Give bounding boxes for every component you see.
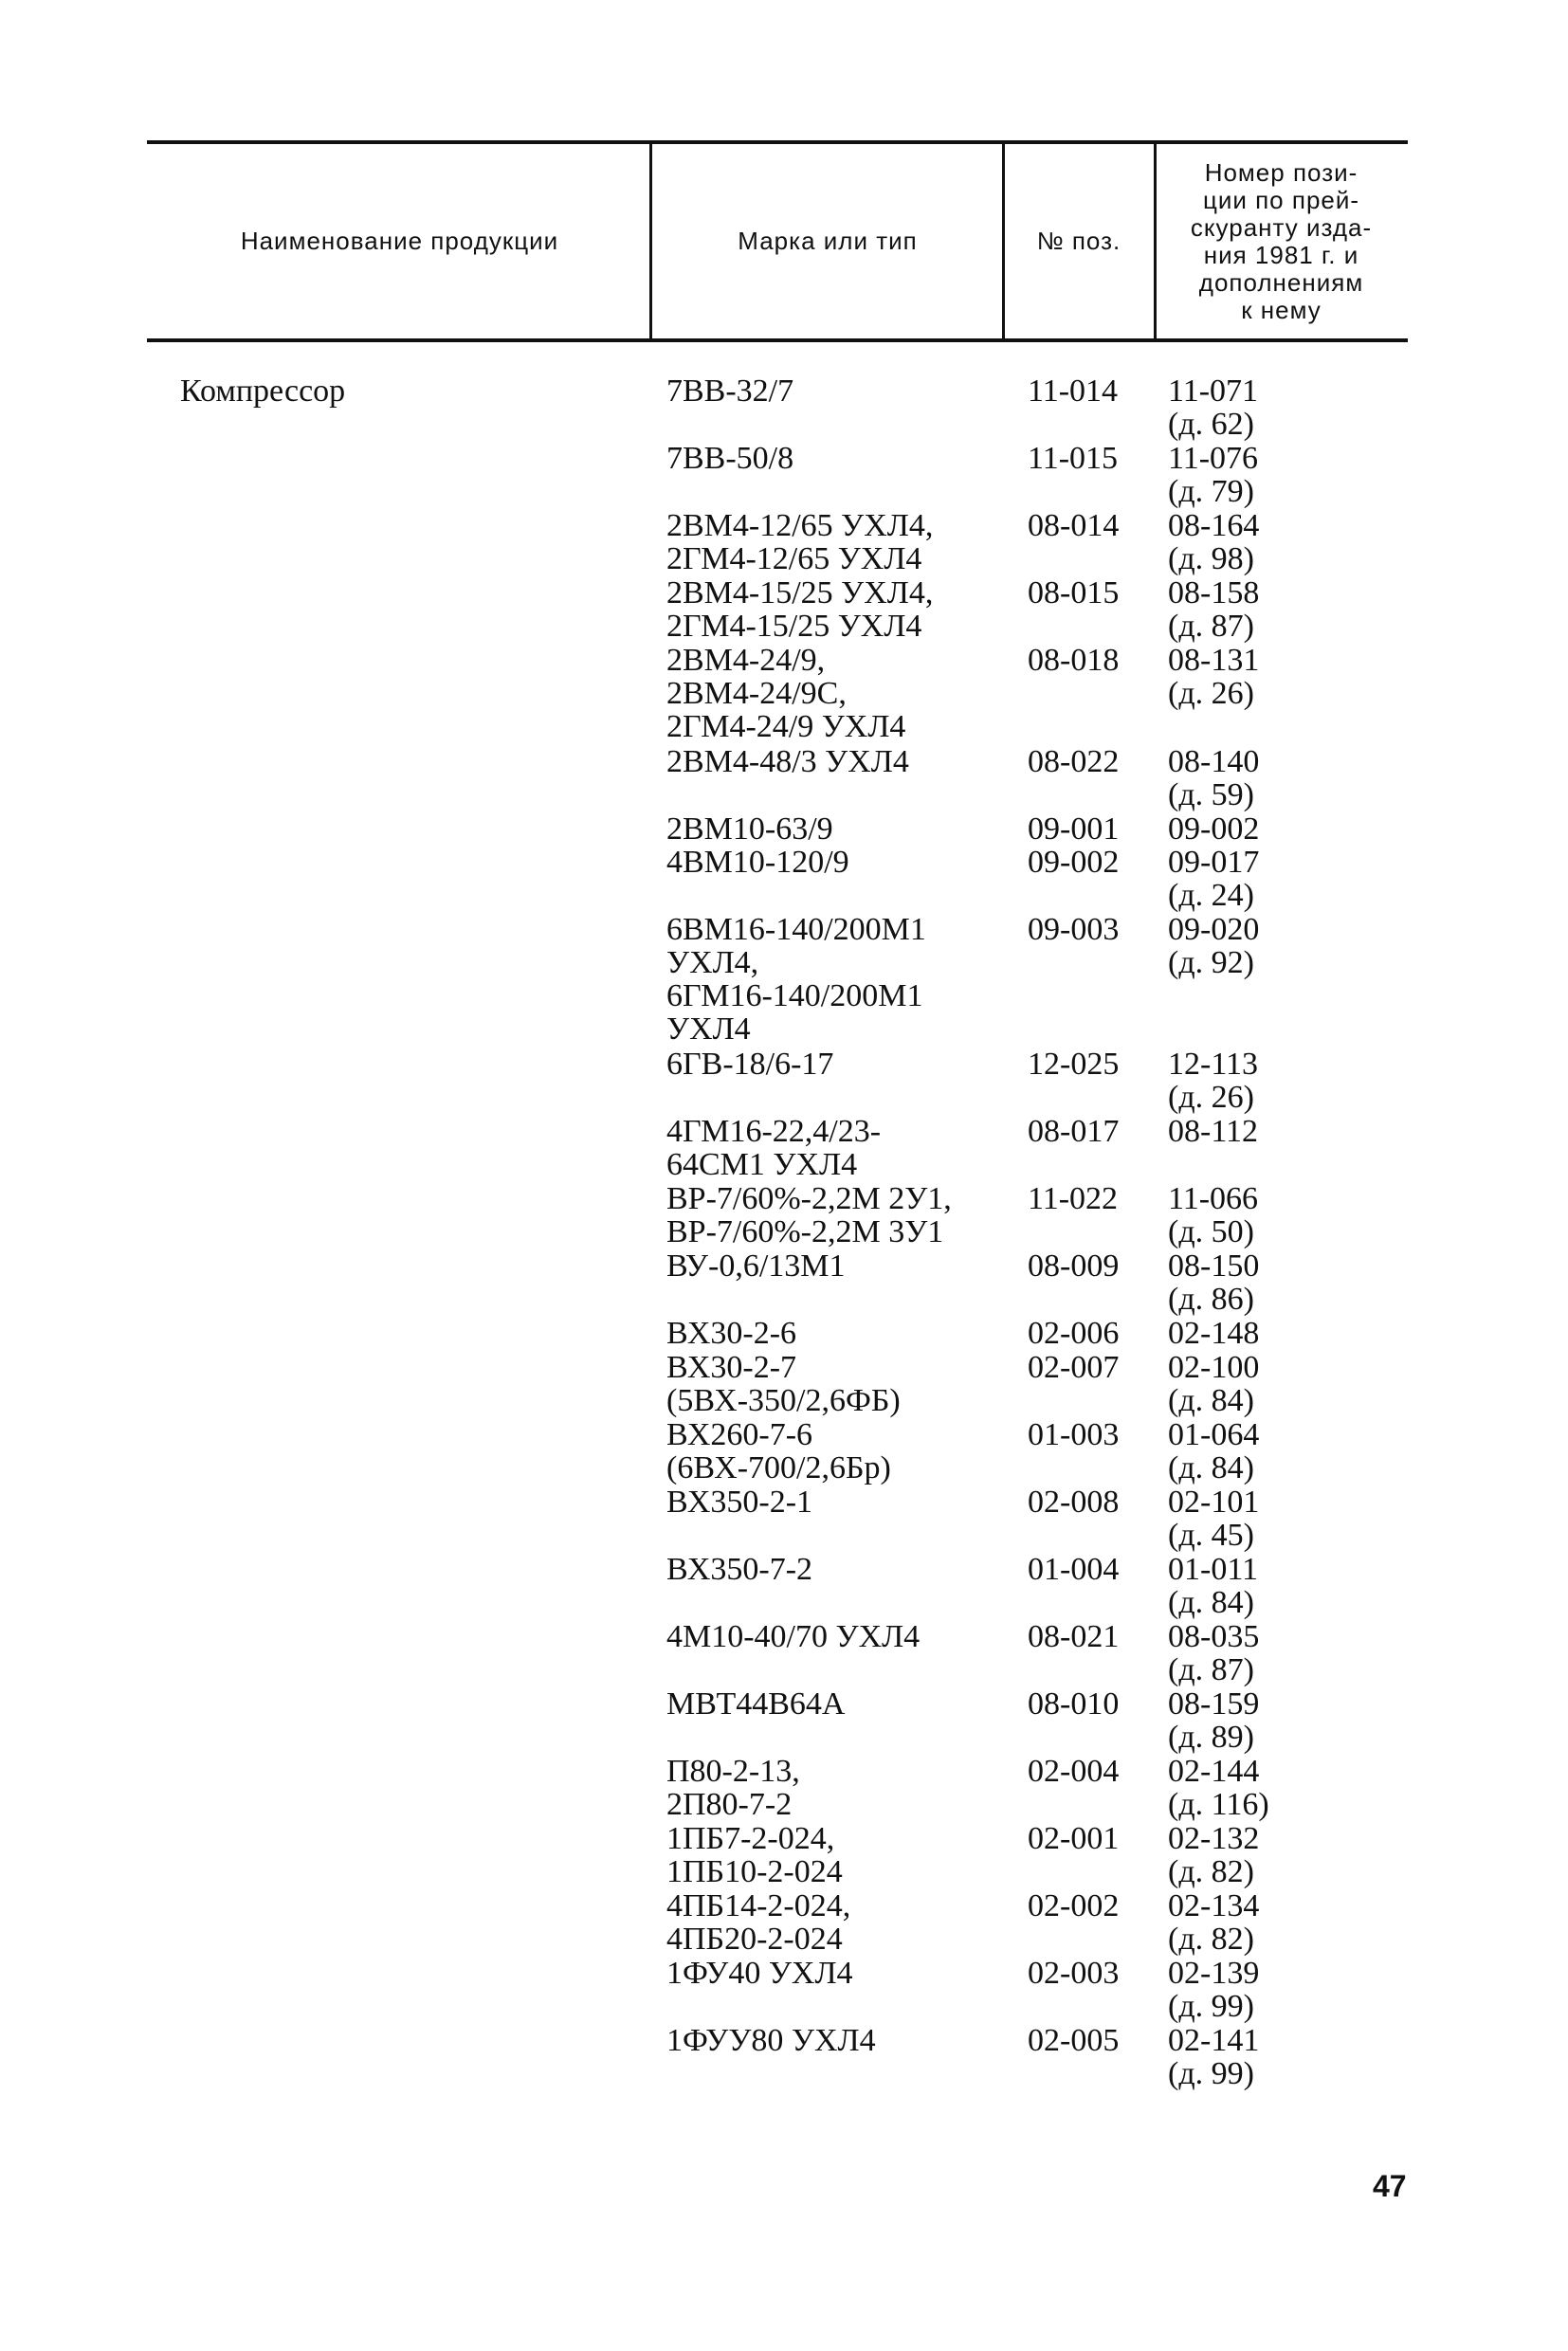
cell-price-list-number: [1168, 1048, 1358, 1114]
cell-mark-line: 6ГМ16-140/200М1: [666, 978, 923, 1013]
cell-num-line: 08-164: [1168, 508, 1260, 543]
cell-mark-line: 2ВМ4-24/9,: [666, 643, 826, 678]
cell-num-line: 01-011: [1168, 1551, 1259, 1587]
cell-mark: [666, 1485, 1017, 1519]
cell-mark: [666, 1553, 1017, 1586]
cell-num-line: (д. 98): [1168, 541, 1254, 576]
cell-mark-line: ВХ30-2-7: [666, 1349, 797, 1385]
cell-price-list-number: [1168, 1485, 1358, 1552]
cell-position: 08-017: [1028, 1114, 1120, 1149]
cell-num-line: (д. 89): [1168, 1719, 1254, 1755]
cell-position: 11-022: [1028, 1181, 1119, 1216]
cell-mark: [666, 1418, 1017, 1485]
cell-num-line: 08-131: [1168, 643, 1260, 678]
cell-num-line: 08-150: [1168, 1248, 1260, 1284]
cell-mark: [666, 1182, 1017, 1248]
cell-mark-line: 4ВМ10-120/9: [666, 845, 849, 880]
cell-mark-line: ВР-7/60%-2,2М 2У1,: [666, 1181, 952, 1216]
cell-mark-line: 4ПБ20-2-024: [666, 1921, 843, 1957]
cell-mark-line: (6ВХ-700/2,6Бр): [666, 1449, 891, 1485]
cell-num-line: (д. 26): [1168, 1080, 1254, 1115]
cell-num-line: (д. 59): [1168, 776, 1254, 812]
cell-mark: [666, 509, 1017, 575]
cell-mark: [666, 1822, 1017, 1888]
cell-mark-line: 1ПБ7-2-024,: [666, 1820, 835, 1856]
cell-mark-line: (5ВХ-350/2,6ФБ): [666, 1382, 901, 1418]
cell-mark: [666, 442, 1017, 475]
cell-num-line: (д. 87): [1168, 1651, 1254, 1687]
cell-position: 11-015: [1028, 441, 1119, 476]
header-position-number: № поз.: [1036, 227, 1121, 255]
cell-num-line: (д. 87): [1168, 609, 1254, 644]
cell-price-list-number: [1168, 1553, 1358, 1619]
cell-num-line: (д. 45): [1168, 1517, 1254, 1553]
cell-position: 02-003: [1028, 1955, 1120, 1991]
header-price-list-number: Номер пози- ции по прей- скуранту изда- ния 1981 г. и дополнениям к нему: [1190, 157, 1373, 324]
cell-num-line: 08-112: [1168, 1114, 1259, 1149]
cell-mark: [666, 846, 1017, 879]
cell-mark-line: 1ФУУ80 УХЛ4: [666, 2022, 876, 2058]
cell-num-line: (д. 116): [1168, 1786, 1269, 1822]
cell-price-list-number: [1168, 1249, 1358, 1316]
cell-num-line: (д. 99): [1168, 1988, 1254, 2024]
page-number: 47: [1373, 2169, 1407, 2203]
cell-num-line: 09-002: [1168, 811, 1260, 847]
cell-mark-line: П80-2-13,: [666, 1753, 800, 1789]
cell-position: 09-003: [1028, 912, 1120, 947]
cell-price-list-number: [1168, 812, 1358, 846]
cell-price-list-number: [1168, 1182, 1358, 1248]
cell-mark: [666, 1957, 1017, 1990]
cell-price-list-number: [1168, 1687, 1358, 1754]
cell-num-line: 02-148: [1168, 1316, 1260, 1351]
cell-position: 08-015: [1028, 575, 1120, 611]
cell-num-line: (д. 84): [1168, 1584, 1254, 1620]
cell-num-line: 08-159: [1168, 1686, 1260, 1722]
cell-mark-line: 6ГВ-18/6-17: [666, 1047, 834, 1082]
cell-num-line: (д. 99): [1168, 2055, 1254, 2091]
cell-mark-line: 2ГМ4-15/25 УХЛ4: [666, 609, 922, 644]
cell-num-line: 12-113: [1168, 1047, 1259, 1082]
cell-position: 08-018: [1028, 643, 1120, 678]
cell-position: 02-006: [1028, 1316, 1120, 1351]
cell-num-line: 02-132: [1168, 1820, 1260, 1856]
cell-position: 02-004: [1028, 1753, 1120, 1789]
cell-mark: [666, 1351, 1017, 1417]
cell-mark: [666, 1317, 1017, 1350]
cell-num-line: (д. 79): [1168, 474, 1254, 509]
cell-num-line: 02-101: [1168, 1484, 1260, 1520]
cell-mark-line: ВР-7/60%-2,2М 3У1: [666, 1214, 944, 1249]
cell-price-list-number: [1168, 1115, 1358, 1148]
cell-mark-line: 4М10-40/70 УХЛ4: [666, 1618, 921, 1654]
cell-mark: [666, 812, 1017, 846]
cell-price-list-number: [1168, 2024, 1358, 2090]
cell-num-line: 01-064: [1168, 1416, 1260, 1452]
cell-position: 08-021: [1028, 1618, 1120, 1654]
cell-mark-line: УХЛ4: [666, 1011, 751, 1047]
cell-mark-line: ВХ350-7-2: [666, 1551, 813, 1587]
cell-mark-line: 4ГМ16-22,4/23-: [666, 1114, 882, 1149]
cell-position: 02-005: [1028, 2022, 1120, 2058]
cell-position: 11-014: [1028, 374, 1119, 409]
cell-mark-line: 2ВМ4-12/65 УХЛ4,: [666, 508, 934, 543]
cell-price-list-number: [1168, 1317, 1358, 1350]
table-header: [147, 140, 1408, 342]
cell-mark: [666, 745, 1017, 778]
header-mark-or-type: Марка или тип: [738, 227, 918, 255]
header-product-name: Наименование продукции: [240, 227, 559, 255]
cell-mark-line: 7ВВ-32/7: [666, 374, 794, 409]
cell-num-line: (д. 62): [1168, 407, 1254, 442]
cell-num-line: 11-076: [1168, 441, 1259, 476]
cell-price-list-number: [1168, 1418, 1358, 1485]
cell-position: 01-004: [1028, 1551, 1120, 1587]
cell-price-list-number: [1168, 745, 1358, 811]
cell-num-line: (д. 24): [1168, 878, 1254, 913]
cell-mark: [666, 644, 1017, 743]
cell-position: 01-003: [1028, 1416, 1120, 1452]
cell-num-line: 09-020: [1168, 912, 1260, 947]
cell-mark: [666, 1048, 1017, 1081]
cell-mark: [666, 1115, 1017, 1181]
product-name: Компрессор: [180, 374, 346, 409]
cell-position: 08-022: [1028, 743, 1120, 779]
cell-mark-line: 4ПБ14-2-024,: [666, 1887, 851, 1923]
cell-price-list-number: [1168, 913, 1358, 979]
cell-mark-line: 1ФУ40 УХЛ4: [666, 1955, 853, 1991]
cell-mark-line: 1ПБ10-2-024: [666, 1853, 843, 1889]
cell-price-list-number: [1168, 442, 1358, 508]
cell-position: 02-008: [1028, 1484, 1120, 1520]
cell-mark: [666, 374, 1017, 408]
cell-num-line: 08-140: [1168, 743, 1260, 779]
cell-price-list-number: [1168, 576, 1358, 643]
cell-mark-line: ВХ260-7-6: [666, 1416, 813, 1452]
cell-num-line: 02-139: [1168, 1955, 1260, 1991]
cell-num-line: (д. 86): [1168, 1282, 1254, 1317]
cell-mark-line: 2ГМ4-12/65 УХЛ4: [666, 541, 922, 576]
cell-num-line: (д. 50): [1168, 1214, 1254, 1249]
cell-num-line: 09-017: [1168, 845, 1260, 880]
cell-price-list-number: [1168, 1822, 1358, 1888]
cell-mark-line: ВУ-0,6/13М1: [666, 1248, 846, 1284]
cell-num-line: 02-100: [1168, 1349, 1260, 1385]
cell-num-line: (д. 92): [1168, 945, 1254, 980]
cell-mark: [666, 1249, 1017, 1283]
cell-mark: [666, 2024, 1017, 2057]
cell-mark-line: 2ВМ4-48/3 УХЛ4: [666, 743, 909, 779]
cell-price-list-number: [1168, 846, 1358, 912]
cell-position: 08-009: [1028, 1248, 1120, 1284]
cell-mark: [666, 1755, 1017, 1821]
cell-mark-line: 2ГМ4-24/9 УХЛ4: [666, 709, 906, 744]
cell-num-line: (д. 26): [1168, 676, 1254, 711]
cell-mark-line: 2ВМ10-63/9: [666, 811, 833, 847]
cell-position: 08-014: [1028, 508, 1120, 543]
cell-price-list-number: [1168, 374, 1358, 441]
cell-num-line: 08-035: [1168, 1618, 1260, 1654]
cell-num-line: 02-134: [1168, 1887, 1260, 1923]
cell-position: 08-010: [1028, 1686, 1120, 1722]
cell-num-line: (д. 84): [1168, 1449, 1254, 1485]
cell-num-line: 11-071: [1168, 374, 1259, 409]
cell-price-list-number: [1168, 1957, 1358, 2023]
cell-price-list-number: [1168, 509, 1358, 575]
cell-mark: [666, 913, 1017, 1046]
cell-num-line: (д. 84): [1168, 1382, 1254, 1418]
cell-mark-line: 6ВМ16-140/200М1: [666, 912, 926, 947]
cell-num-line: 02-141: [1168, 2022, 1260, 2058]
cell-price-list-number: [1168, 1351, 1358, 1417]
cell-num-line: (д. 82): [1168, 1921, 1254, 1957]
cell-mark-line: 2П80-7-2: [666, 1786, 793, 1822]
cell-mark: [666, 576, 1017, 643]
cell-num-line: (д. 82): [1168, 1853, 1254, 1889]
cell-position: 09-002: [1028, 845, 1120, 880]
cell-mark-line: ВХ30-2-6: [666, 1316, 797, 1351]
cell-position: 09-001: [1028, 811, 1120, 847]
cell-position: 02-001: [1028, 1820, 1120, 1856]
cell-position: 12-025: [1028, 1047, 1120, 1082]
cell-price-list-number: [1168, 1889, 1358, 1956]
cell-mark: [666, 1687, 1017, 1721]
cell-num-line: 08-158: [1168, 575, 1260, 611]
cell-mark: [666, 1889, 1017, 1956]
cell-mark: [666, 1620, 1017, 1653]
cell-position: 02-002: [1028, 1887, 1120, 1923]
cell-mark-line: 7ВВ-50/8: [666, 441, 794, 476]
cell-mark-line: УХЛ4,: [666, 945, 759, 980]
cell-num-line: 02-144: [1168, 1753, 1260, 1789]
cell-mark-line: МВТ44В64А: [666, 1686, 846, 1722]
cell-price-list-number: [1168, 1620, 1358, 1686]
cell-mark-line: ВХ350-2-1: [666, 1484, 813, 1520]
cell-price-list-number: [1168, 1755, 1358, 1821]
cell-position: 02-007: [1028, 1349, 1120, 1385]
cell-num-line: 11-066: [1168, 1181, 1259, 1216]
cell-mark-line: 2ВМ4-15/25 УХЛ4,: [666, 575, 934, 611]
cell-price-list-number: [1168, 644, 1358, 710]
cell-mark-line: 2ВМ4-24/9С,: [666, 676, 847, 711]
cell-mark-line: 64СМ1 УХЛ4: [666, 1147, 858, 1182]
